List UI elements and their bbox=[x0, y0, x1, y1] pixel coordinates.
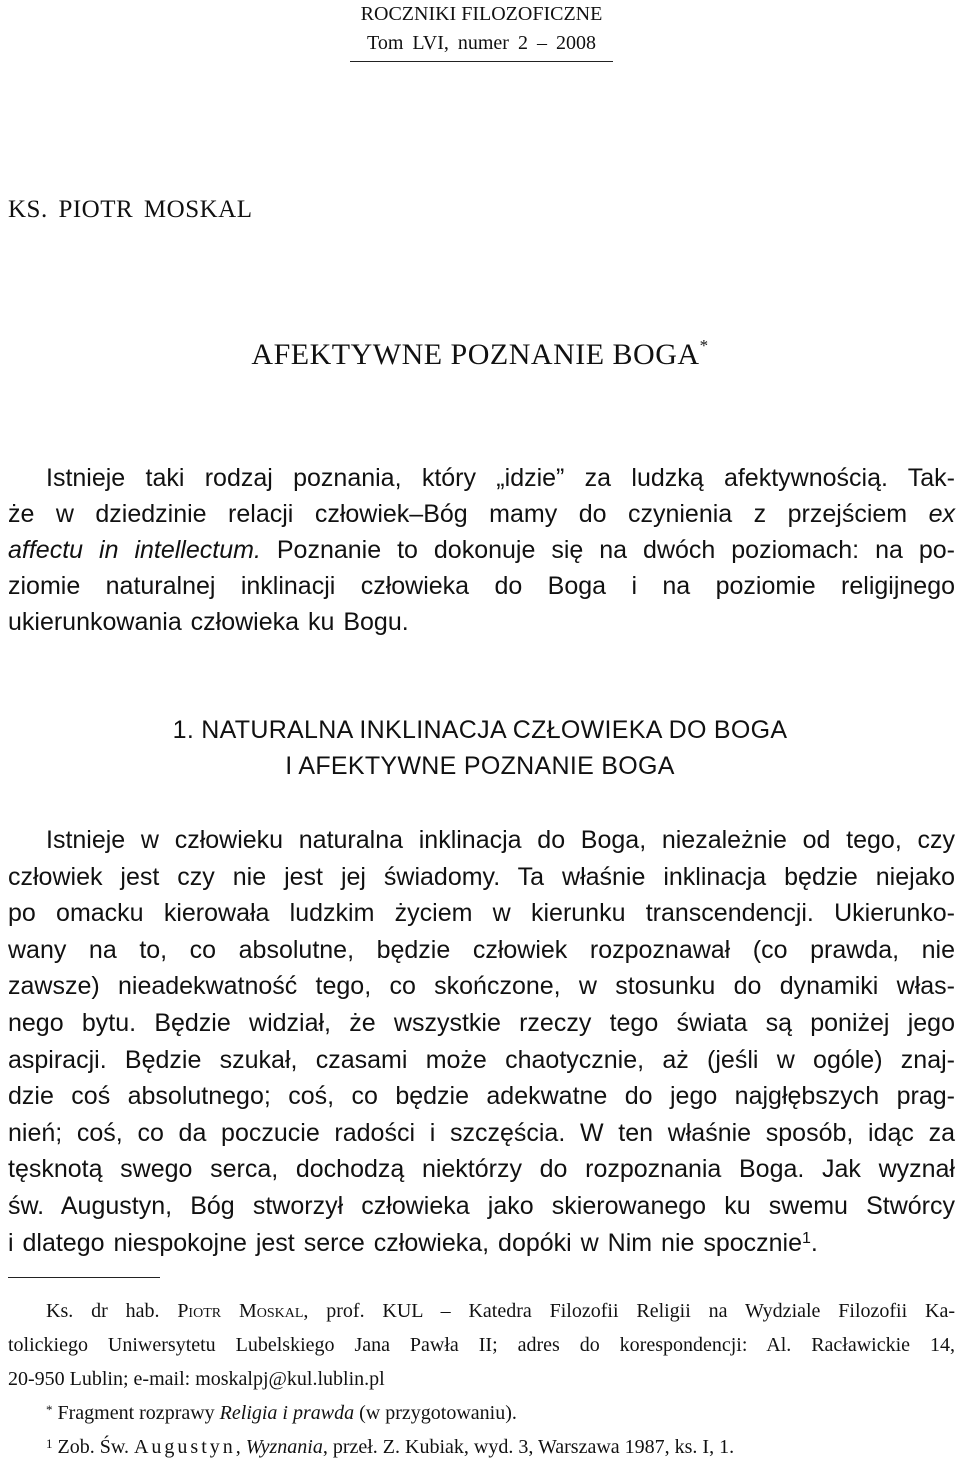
body-line: nego bytu. Będzie widział, że wszystkie rzeczy tego świata są poniżej jego bbox=[8, 1008, 955, 1037]
footnotes bbox=[8, 1294, 955, 1464]
body-line: człowiek jest czy nie jest jej świadomy. Ta właśnie inklinacja będzie niejako bbox=[8, 862, 955, 891]
footnote-affiliation bbox=[8, 1294, 955, 1328]
body-line-end: . bbox=[810, 1228, 818, 1257]
intro-line bbox=[8, 496, 955, 532]
footnote-affiliation-line: tolickiego Uniwersytetu Lubelskiego Jana Pawła II; adres do korespondencji: Al. Racławickie 14, bbox=[8, 1334, 955, 1356]
footnote-star bbox=[8, 1396, 955, 1430]
body-line: dzie coś absolutnego; coś, co będzie adekwatne do jego najgłębszych prag- bbox=[8, 1082, 955, 1111]
affiliation-text: , prof. KUL – Katedra Filozofii Religii na Wydziale Filozofii Ka- bbox=[303, 1300, 955, 1322]
body-line: aspiracji. Będzie szukał, czasami może chaotycznie, aż (jeśli w ogóle) znaj- bbox=[8, 1045, 955, 1074]
intro-line bbox=[8, 532, 955, 568]
footnote-divider bbox=[8, 1277, 160, 1278]
footnote-1-text: Zob. Św. bbox=[52, 1436, 134, 1458]
footnote-1-sep: , bbox=[235, 1436, 246, 1458]
footnote-1-marker: 1 bbox=[46, 1436, 53, 1451]
body-line-text: i dlatego niespokojne jest serce człowieka, dopóki w Nim nie spocznie bbox=[8, 1228, 803, 1257]
article-title-text: AFEKTYWNE POZNANIE BOGA bbox=[251, 338, 700, 371]
footnote-1 bbox=[8, 1430, 955, 1464]
footnote-affiliation-line: 20-950 Lublin; e-mail: moskalpj@kul.lublin.pl bbox=[8, 1368, 385, 1390]
body-line: tęsknotą swego serca, dochodzą niektórzy do rozpoznania Boga. Jak wyznał bbox=[8, 1155, 955, 1184]
journal-volume: Tom LVI, numer 2 – 2008 bbox=[367, 32, 596, 54]
footnote-1-italic: Wyznania bbox=[245, 1436, 323, 1458]
body-line: nień; coś, co da poczucie radości i szczęścia. W ten właśnie sposób, idąc za bbox=[8, 1118, 955, 1147]
title-footnote-marker: * bbox=[699, 336, 709, 355]
affiliation-prefix: Ks. dr hab. bbox=[46, 1300, 178, 1322]
footnote-reference[interactable]: 1 bbox=[802, 1229, 811, 1247]
body-paragraph bbox=[8, 822, 955, 1261]
journal-name: ROCZNIKI FILOZOFICZNE bbox=[360, 3, 603, 25]
intro-line-text: że w dziedzinie relacji człowiek–Bóg mamy do czynienia z przejściem bbox=[8, 500, 908, 528]
intro-line: Istnieje taki rodzaj poznania, który „idzie” za ludzką afektywnością. Tak- bbox=[46, 464, 955, 492]
section-heading-line: 1. NATURALNA INKLINACJA CZŁOWIEKA DO BOGA bbox=[172, 716, 788, 744]
journal-header bbox=[350, 0, 613, 62]
footnote-star-suffix: (w przygotowaniu). bbox=[354, 1402, 517, 1424]
body-line: po omacku kierowała ludzkim życiem w kierunku transcendencji. Ukierunko- bbox=[8, 899, 955, 928]
intro-line: ziomie naturalnej inklinacji człowieka do Boga i na poziomie religijnego bbox=[8, 572, 955, 600]
intro-italic-text: ex bbox=[928, 500, 956, 528]
intro-line-text: Poznanie to dokonuje się na dwóch poziomach: na po- bbox=[260, 536, 955, 564]
body-line: św. Augustyn, Bóg stworzył człowieka jako skierowanego ku swemu Stwórcy bbox=[8, 1191, 955, 1220]
body-line: Istnieje w człowieku naturalna inklinacja do Boga, niezależnie od tego, czy bbox=[46, 826, 955, 854]
body-line: wany na to, co absolutne, będzie człowiek rozpoznawał (co prawda, nie bbox=[8, 935, 955, 964]
intro-italic-text: affectu in intellectum. bbox=[8, 536, 261, 564]
body-line bbox=[8, 1225, 955, 1262]
intro-paragraph bbox=[8, 460, 955, 640]
footnote-1-suffix: , przeł. Z. Kubiak, wyd. 3, Warszawa 1987, ks. I, 1. bbox=[322, 1436, 735, 1458]
footnote-star-marker: * bbox=[46, 1402, 53, 1417]
body-line: zawsze) nieadekwatność tego, co skończone, w stosunku do dynamiki włas- bbox=[8, 972, 955, 1001]
affiliation-name: Piotr Moskal bbox=[177, 1300, 304, 1322]
footnote-star-italic: Religia i prawda bbox=[219, 1402, 355, 1424]
section-heading-line: I AFEKTYWNE POZNANIE BOGA bbox=[285, 752, 675, 780]
article-title bbox=[0, 338, 960, 372]
section-heading bbox=[0, 712, 960, 784]
author-name: KS. PIOTR MOSKAL bbox=[8, 196, 253, 223]
intro-line: ukierunkowania człowieka ku Bogu. bbox=[8, 608, 409, 636]
footnote-star-text: Fragment rozprawy bbox=[52, 1402, 220, 1424]
footnote-1-author: Augustyn bbox=[133, 1436, 236, 1458]
